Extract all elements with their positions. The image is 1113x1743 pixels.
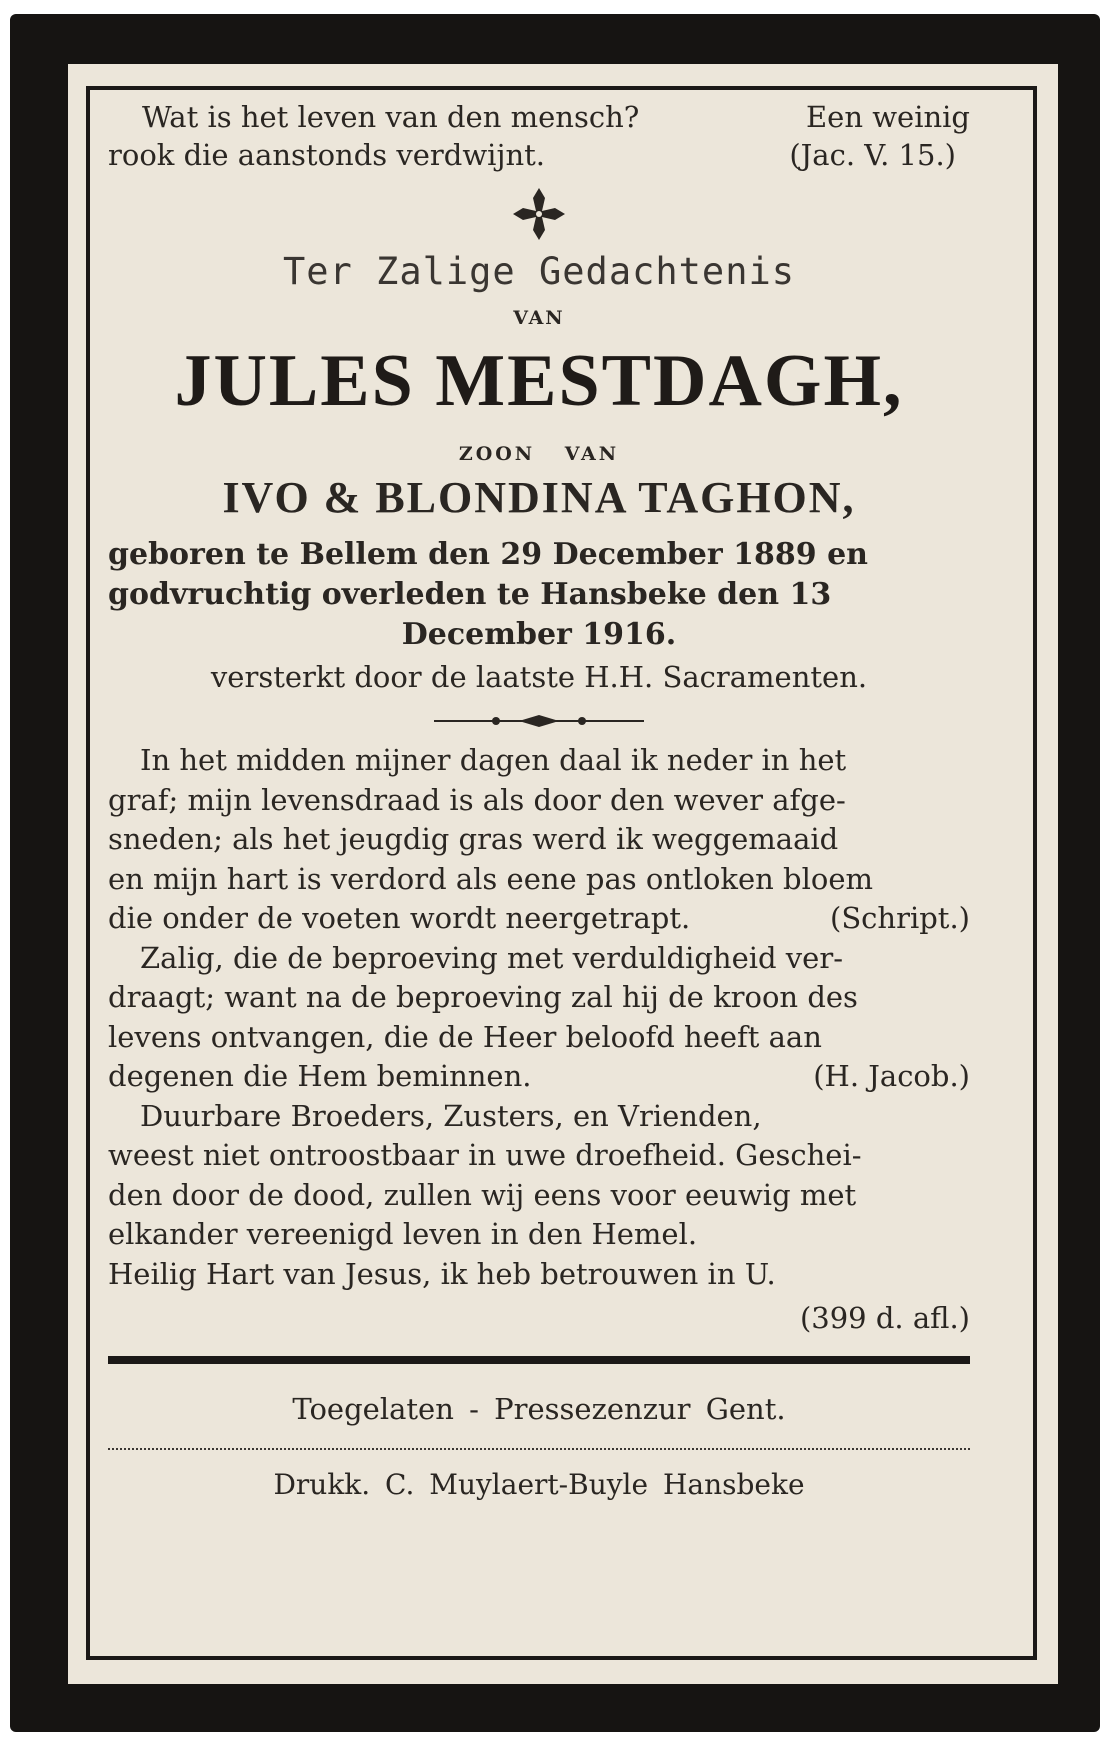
prayer-line: Heilig Hart van Jesus, ik heb betrouwen in U.	[108, 1256, 776, 1291]
birth-death-info	[108, 535, 970, 655]
text-line: In het midden mijner dagen daal ik neder in het	[140, 743, 847, 777]
text-line: die onder de voeten wordt neergetrapt.	[108, 901, 691, 935]
deceased-name: JULES MESTDAGH,	[174, 340, 904, 422]
motto-line2-left: rook die aanstonds verdwijnt.	[108, 138, 545, 172]
card-paper	[68, 64, 1058, 1684]
ornament-divider-icon	[434, 711, 644, 731]
parents-names: IVO & BLONDINA TAGHON,	[222, 473, 856, 522]
approval-line: Toegelaten - Pressezenzur Gent.	[292, 1392, 786, 1426]
indulgence-note: (399 d. afl.)	[799, 1301, 970, 1335]
text-line: elkander vereenigd leven in den Hemel.	[108, 1217, 698, 1251]
motto-verse	[108, 98, 970, 174]
card-content	[108, 98, 970, 1501]
text-line: weest niet ontroostbaar in uwe droefheid. Geschei-	[108, 1138, 862, 1172]
motto-reference: (Jac. V. 15.)	[789, 138, 956, 172]
printer-line: Drukk. C. Muylaert-Buyle Hansbeke	[273, 1468, 805, 1501]
van-label: VAN	[513, 307, 565, 329]
scripture-text	[108, 741, 970, 1294]
dotted-divider	[108, 1448, 970, 1450]
text-line: Zalig, die de beproeving met verduldigheid ver-	[140, 940, 844, 975]
memorial-heading: Ter Zalige Gedachtenis	[282, 250, 796, 293]
text-line: graf; mijn levensdraad is als door den wever afge-	[108, 782, 846, 817]
memorial-card	[10, 14, 1100, 1732]
thick-divider	[108, 1356, 970, 1364]
text-line: sneden; als het jeugdig gras werd ik weggemaaid	[108, 822, 839, 856]
text-line: Duurbare Broeders, Zusters, en Vrienden,	[140, 1098, 762, 1133]
cross-icon	[509, 184, 569, 244]
text-line: degenen die Hem beminnen.	[108, 1059, 532, 1093]
birth-line-1: geboren te Bellem den 29 December 1889 en	[108, 537, 868, 572]
motto-line1-right: Een weinig	[805, 100, 970, 134]
scripture-reference: (Schript.)	[830, 901, 970, 935]
text-line: draagt; want na de beproeving zal hij de kroon des	[108, 980, 858, 1014]
scripture-reference: (H. Jacob.)	[813, 1059, 970, 1093]
text-line: en mijn hart is verdord als eene pas ontloken bloem	[108, 861, 873, 896]
text-line: den door de dood, zullen wij eens voor eeuwig met	[108, 1177, 857, 1212]
sacrament-line: versterkt door de laatste H.H. Sacramenten.	[210, 660, 868, 694]
text-line: levens ontvangen, die de Heer beloofd heeft aan	[108, 1019, 822, 1054]
motto-line1-left: Wat is het leven van den mensch?	[142, 100, 640, 134]
zoon-van-label: ZOON VAN	[458, 443, 620, 465]
birth-line-3: December 1916.	[401, 617, 677, 652]
birth-line-2: godvruchtig overleden te Hansbeke den 13	[108, 577, 832, 612]
